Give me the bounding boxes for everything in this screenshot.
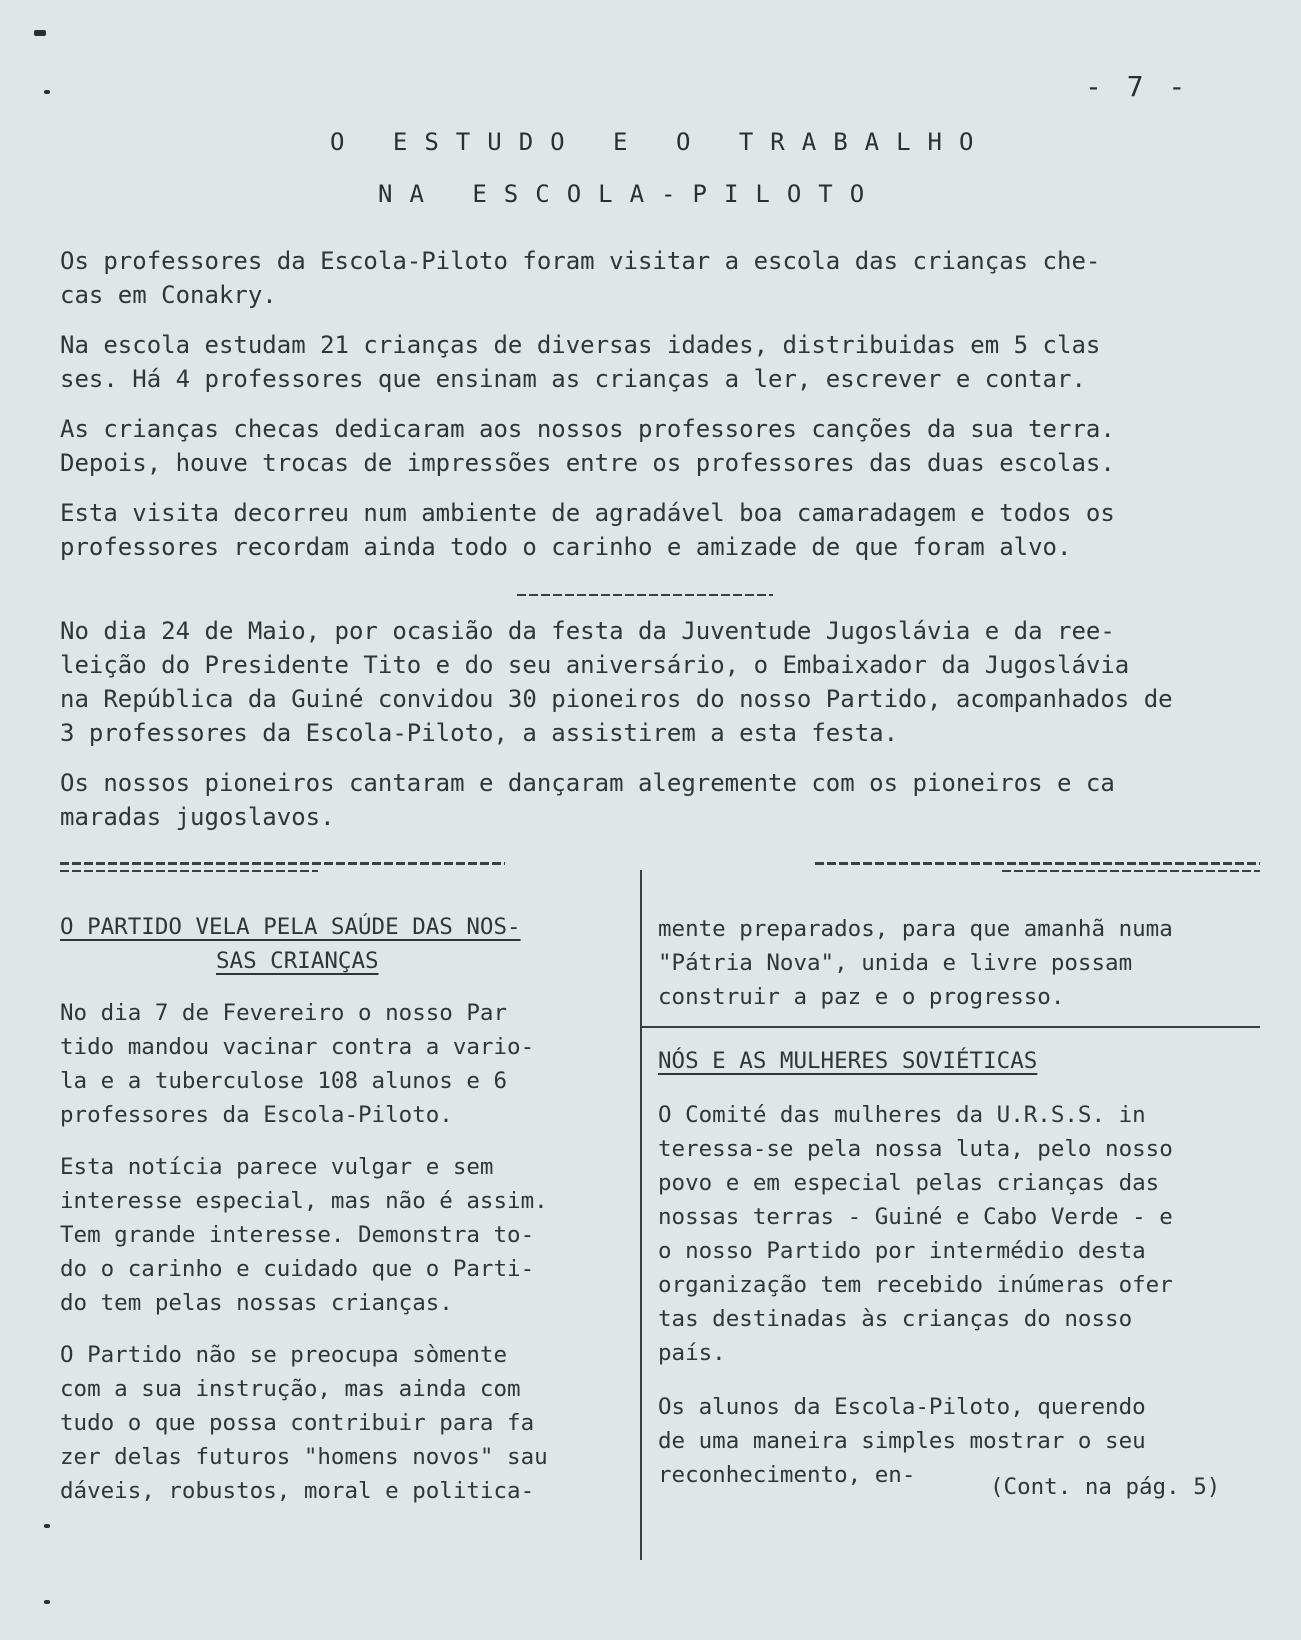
right-p2-line3: reconhecimento, en- bbox=[658, 1462, 916, 1488]
article2-p1-line2: leição do Presidente Tito e do seu aniversário, o Embaixador da Jugoslávia bbox=[60, 651, 1130, 679]
left-p2-line5: do tem pelas nossas crianças. bbox=[60, 1290, 453, 1316]
column-divider-right-short bbox=[1002, 870, 1260, 872]
left-p1-line1: No dia 7 de Fevereiro o nosso Par bbox=[60, 1000, 508, 1026]
left-p2-line1: Esta notícia parece vulgar e sem bbox=[60, 1154, 494, 1180]
right-p2-line1: Os alunos da Escola-Piloto, querendo bbox=[658, 1394, 1146, 1420]
scan-speck bbox=[44, 90, 50, 94]
right-continuation-line3: construir a paz e o progresso. bbox=[658, 984, 1065, 1010]
right-p1-line1: O Comité das mulheres da U.R.S.S. in bbox=[658, 1102, 1146, 1128]
right-p1-line2: teressa-se pela nossa luta, pelo nosso bbox=[658, 1136, 1173, 1162]
right-p1-line3: povo e em especial pelas crianças das bbox=[658, 1170, 1160, 1196]
column-divider-left bbox=[60, 862, 505, 865]
page-title-line-2: NA ESCOLA-PILOTO bbox=[378, 180, 882, 208]
left-p3-line5: dáveis, robustos, moral e politica- bbox=[60, 1478, 535, 1504]
right-p1-line6: organização tem recebido inúmeras ofer bbox=[658, 1272, 1173, 1298]
article2-p2-line1: Os nossos pioneiros cantaram e dançaram alegremente com os pioneiros e ca bbox=[60, 769, 1115, 797]
left-p2-line2: interesse especial, mas não é assim. bbox=[60, 1188, 548, 1214]
right-section-rule bbox=[640, 1026, 1260, 1028]
left-column-heading-line2: SAS CRIANÇAS bbox=[216, 948, 379, 974]
article2-p1-line1: No dia 24 de Maio, por ocasião da festa da Juventude Jugoslávia e da ree- bbox=[60, 617, 1115, 645]
left-p1-line2: tido mandou vacinar contra a vario- bbox=[60, 1034, 535, 1060]
section-divider bbox=[517, 594, 773, 596]
right-p1-line7: tas destinadas às crianças do nosso bbox=[658, 1306, 1133, 1332]
article1-p2-line2: ses. Há 4 professores que ensinam as crianças a ler, escrever e contar. bbox=[60, 365, 1086, 393]
article1-p2-line1: Na escola estudam 21 crianças de diversas idades, distribuidas em 5 clas bbox=[60, 331, 1101, 359]
article2-p2-line2: maradas jugoslavos. bbox=[60, 803, 335, 831]
left-p3-line1: O Partido não se preocupa sòmente bbox=[60, 1342, 508, 1368]
article1-p3-line2: Depois, houve trocas de impressões entre os professores das duas escolas. bbox=[60, 449, 1115, 477]
right-continuation-line2: "Pátria Nova", unida e livre possam bbox=[658, 950, 1133, 976]
left-p3-line4: zer delas futuros "homens novos" sau bbox=[60, 1444, 548, 1470]
article1-p1-line2: cas em Conakry. bbox=[60, 281, 277, 309]
scan-speck bbox=[44, 1600, 50, 1604]
scan-speck bbox=[34, 30, 46, 36]
right-p1-line5: o nosso Partido por intermédio desta bbox=[658, 1238, 1146, 1264]
article1-p4-line1: Esta visita decorreu num ambiente de agradável boa camaradagem e todos os bbox=[60, 499, 1115, 527]
page-number: - 7 - bbox=[1085, 70, 1190, 103]
left-p1-line3: la e a tuberculose 108 alunos e 6 bbox=[60, 1068, 508, 1094]
scan-speck bbox=[44, 1524, 50, 1528]
column-divider-left-short bbox=[60, 870, 318, 872]
continued-note: (Cont. na pág. 5) bbox=[990, 1474, 1221, 1500]
column-divider-right bbox=[815, 862, 1260, 865]
column-vertical-rule bbox=[640, 870, 642, 1560]
right-column-heading: NÓS E AS MULHERES SOVIÉTICAS bbox=[658, 1048, 1038, 1074]
left-p2-line4: do o carinho e cuidado que o Parti- bbox=[60, 1256, 535, 1282]
article1-p4-line2: professores recordam ainda todo o carinho e amizade de que foram alvo. bbox=[60, 533, 1072, 561]
page-title-line-1: O ESTUDO E O TRABALHO bbox=[330, 128, 991, 156]
article1-p1-line1: Os professores da Escola-Piloto foram visitar a escola das crianças che- bbox=[60, 247, 1101, 275]
right-p2-line2: de uma maneira simples mostrar o seu bbox=[658, 1428, 1146, 1454]
right-p1-line4: nossas terras - Guiné e Cabo Verde - e bbox=[658, 1204, 1173, 1230]
right-continuation-line1: mente preparados, para que amanhã numa bbox=[658, 916, 1173, 942]
left-p3-line2: com a sua instrução, mas ainda com bbox=[60, 1376, 521, 1402]
article1-p3-line1: As crianças checas dedicaram aos nossos professores canções da sua terra. bbox=[60, 415, 1115, 443]
right-p1-line8: país. bbox=[658, 1340, 726, 1366]
left-p3-line3: tudo o que possa contribuir para fa bbox=[60, 1410, 535, 1436]
left-p2-line3: Tem grande interesse. Demonstra to- bbox=[60, 1222, 535, 1248]
left-column-heading-line1: O PARTIDO VELA PELA SAÚDE DAS NOS- bbox=[60, 914, 521, 940]
article2-p1-line3: na República da Guiné convidou 30 pioneiros do nosso Partido, acompanhados de bbox=[60, 685, 1173, 713]
article2-p1-line4: 3 professores da Escola-Piloto, a assistirem a esta festa. bbox=[60, 719, 899, 747]
left-p1-line4: professores da Escola-Piloto. bbox=[60, 1102, 453, 1128]
